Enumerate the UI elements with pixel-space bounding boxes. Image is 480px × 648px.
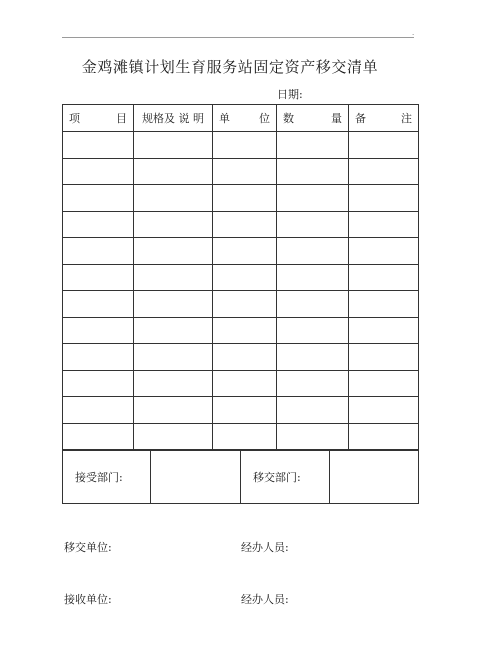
table-cell-item[interactable] — [63, 211, 134, 238]
transfer-dept-label: 移交部门: — [241, 451, 330, 504]
table-cell-unit[interactable] — [213, 132, 277, 159]
table-cell-qty[interactable] — [277, 211, 349, 238]
table-row — [63, 264, 419, 291]
col-header-qty-b: 量 — [331, 112, 342, 125]
col-header-remark — [349, 105, 419, 132]
col-header-unit — [213, 105, 277, 132]
table-cell-item[interactable] — [63, 264, 134, 291]
table-cell-remark[interactable] — [349, 317, 419, 344]
table-cell-remark[interactable] — [349, 211, 419, 238]
department-table — [62, 450, 419, 504]
table-cell-item[interactable] — [63, 185, 134, 212]
table-cell-spec[interactable] — [134, 158, 213, 185]
table-row — [63, 185, 419, 212]
table-cell-item[interactable] — [63, 158, 134, 185]
table-row — [63, 344, 419, 371]
table-row — [63, 158, 419, 185]
table-cell-spec[interactable] — [134, 317, 213, 344]
table-row — [63, 211, 419, 238]
table-cell-unit[interactable] — [213, 291, 277, 318]
table-cell-spec[interactable] — [134, 264, 213, 291]
receiver-dept-field[interactable] — [151, 451, 241, 504]
table-cell-spec[interactable] — [134, 211, 213, 238]
receiver-dept-label: 接受部门: — [63, 451, 151, 504]
table-cell-item[interactable] — [63, 132, 134, 159]
table-cell-remark[interactable] — [349, 291, 419, 318]
table-cell-unit[interactable] — [213, 185, 277, 212]
col-header-item — [63, 105, 134, 132]
transfer-unit-label: 移交单位: — [64, 541, 112, 554]
table-cell-spec[interactable] — [134, 423, 213, 450]
table-cell-item[interactable] — [63, 423, 134, 450]
receive-unit-label: 接收单位: — [64, 593, 112, 606]
table-cell-qty[interactable] — [277, 185, 349, 212]
table-cell-remark[interactable] — [349, 370, 419, 397]
table-cell-spec[interactable] — [134, 344, 213, 371]
table-cell-unit[interactable] — [213, 423, 277, 450]
table-cell-item[interactable] — [63, 317, 134, 344]
col-header-qty-a: 数 — [283, 112, 294, 125]
col-header-unit-a: 单 — [219, 112, 230, 125]
table-cell-unit[interactable] — [213, 397, 277, 424]
table-cell-unit[interactable] — [213, 317, 277, 344]
table-cell-remark[interactable] — [349, 264, 419, 291]
col-header-item-a: 项 — [69, 112, 80, 125]
table-cell-qty[interactable] — [277, 397, 349, 424]
table-cell-spec[interactable] — [134, 132, 213, 159]
table-row — [63, 291, 419, 318]
table-cell-item[interactable] — [63, 291, 134, 318]
col-header-spec-text: 规格及 说 明 — [142, 112, 204, 125]
table-cell-spec[interactable] — [134, 397, 213, 424]
table-cell-item[interactable] — [63, 370, 134, 397]
table-cell-spec[interactable] — [134, 370, 213, 397]
table-cell-spec[interactable] — [134, 291, 213, 318]
table-row — [63, 370, 419, 397]
table-cell-qty[interactable] — [277, 158, 349, 185]
table-cell-qty[interactable] — [277, 291, 349, 318]
col-header-unit-b: 位 — [259, 112, 270, 125]
table-cell-qty[interactable] — [277, 317, 349, 344]
asset-table-body — [63, 132, 419, 450]
table-cell-qty[interactable] — [277, 344, 349, 371]
table-cell-remark[interactable] — [349, 158, 419, 185]
table-cell-qty[interactable] — [277, 370, 349, 397]
table-row — [63, 238, 419, 265]
header-rule — [62, 37, 414, 38]
table-cell-unit[interactable] — [213, 264, 277, 291]
handler-label-2: 经办人员: — [241, 593, 289, 606]
col-header-remark-a: 备 — [355, 112, 366, 125]
col-header-spec — [134, 105, 213, 132]
table-cell-qty[interactable] — [277, 238, 349, 265]
table-cell-unit[interactable] — [213, 158, 277, 185]
table-cell-remark[interactable] — [349, 344, 419, 371]
table-cell-qty[interactable] — [277, 264, 349, 291]
table-cell-qty[interactable] — [277, 132, 349, 159]
col-header-remark-b: 注 — [401, 112, 412, 125]
table-row — [63, 132, 419, 159]
col-header-qty — [277, 105, 349, 132]
table-cell-remark[interactable] — [349, 185, 419, 212]
table-cell-unit[interactable] — [213, 370, 277, 397]
table-row — [63, 317, 419, 344]
table-row — [63, 423, 419, 450]
table-cell-item[interactable] — [63, 344, 134, 371]
table-cell-unit[interactable] — [213, 211, 277, 238]
table-row — [63, 397, 419, 424]
asset-table — [62, 104, 419, 450]
table-cell-spec[interactable] — [134, 185, 213, 212]
table-cell-unit[interactable] — [213, 344, 277, 371]
table-cell-remark[interactable] — [349, 423, 419, 450]
header-row — [63, 105, 419, 132]
table-cell-unit[interactable] — [213, 238, 277, 265]
table-cell-item[interactable] — [63, 238, 134, 265]
document-title: 金鸡滩镇计划生育服务站固定资产移交清单 — [81, 58, 379, 76]
table-cell-item[interactable] — [63, 397, 134, 424]
handler-label-1: 经办人员: — [241, 541, 289, 554]
transfer-dept-field[interactable] — [330, 451, 419, 504]
table-cell-remark[interactable] — [349, 238, 419, 265]
table-cell-qty[interactable] — [277, 423, 349, 450]
table-cell-remark[interactable] — [349, 132, 419, 159]
table-cell-spec[interactable] — [134, 238, 213, 265]
date-label: 日期: — [277, 88, 303, 101]
col-header-item-b: 目 — [116, 112, 127, 125]
department-row — [63, 451, 419, 504]
table-cell-remark[interactable] — [349, 397, 419, 424]
corner-mark: . — [412, 29, 415, 37]
